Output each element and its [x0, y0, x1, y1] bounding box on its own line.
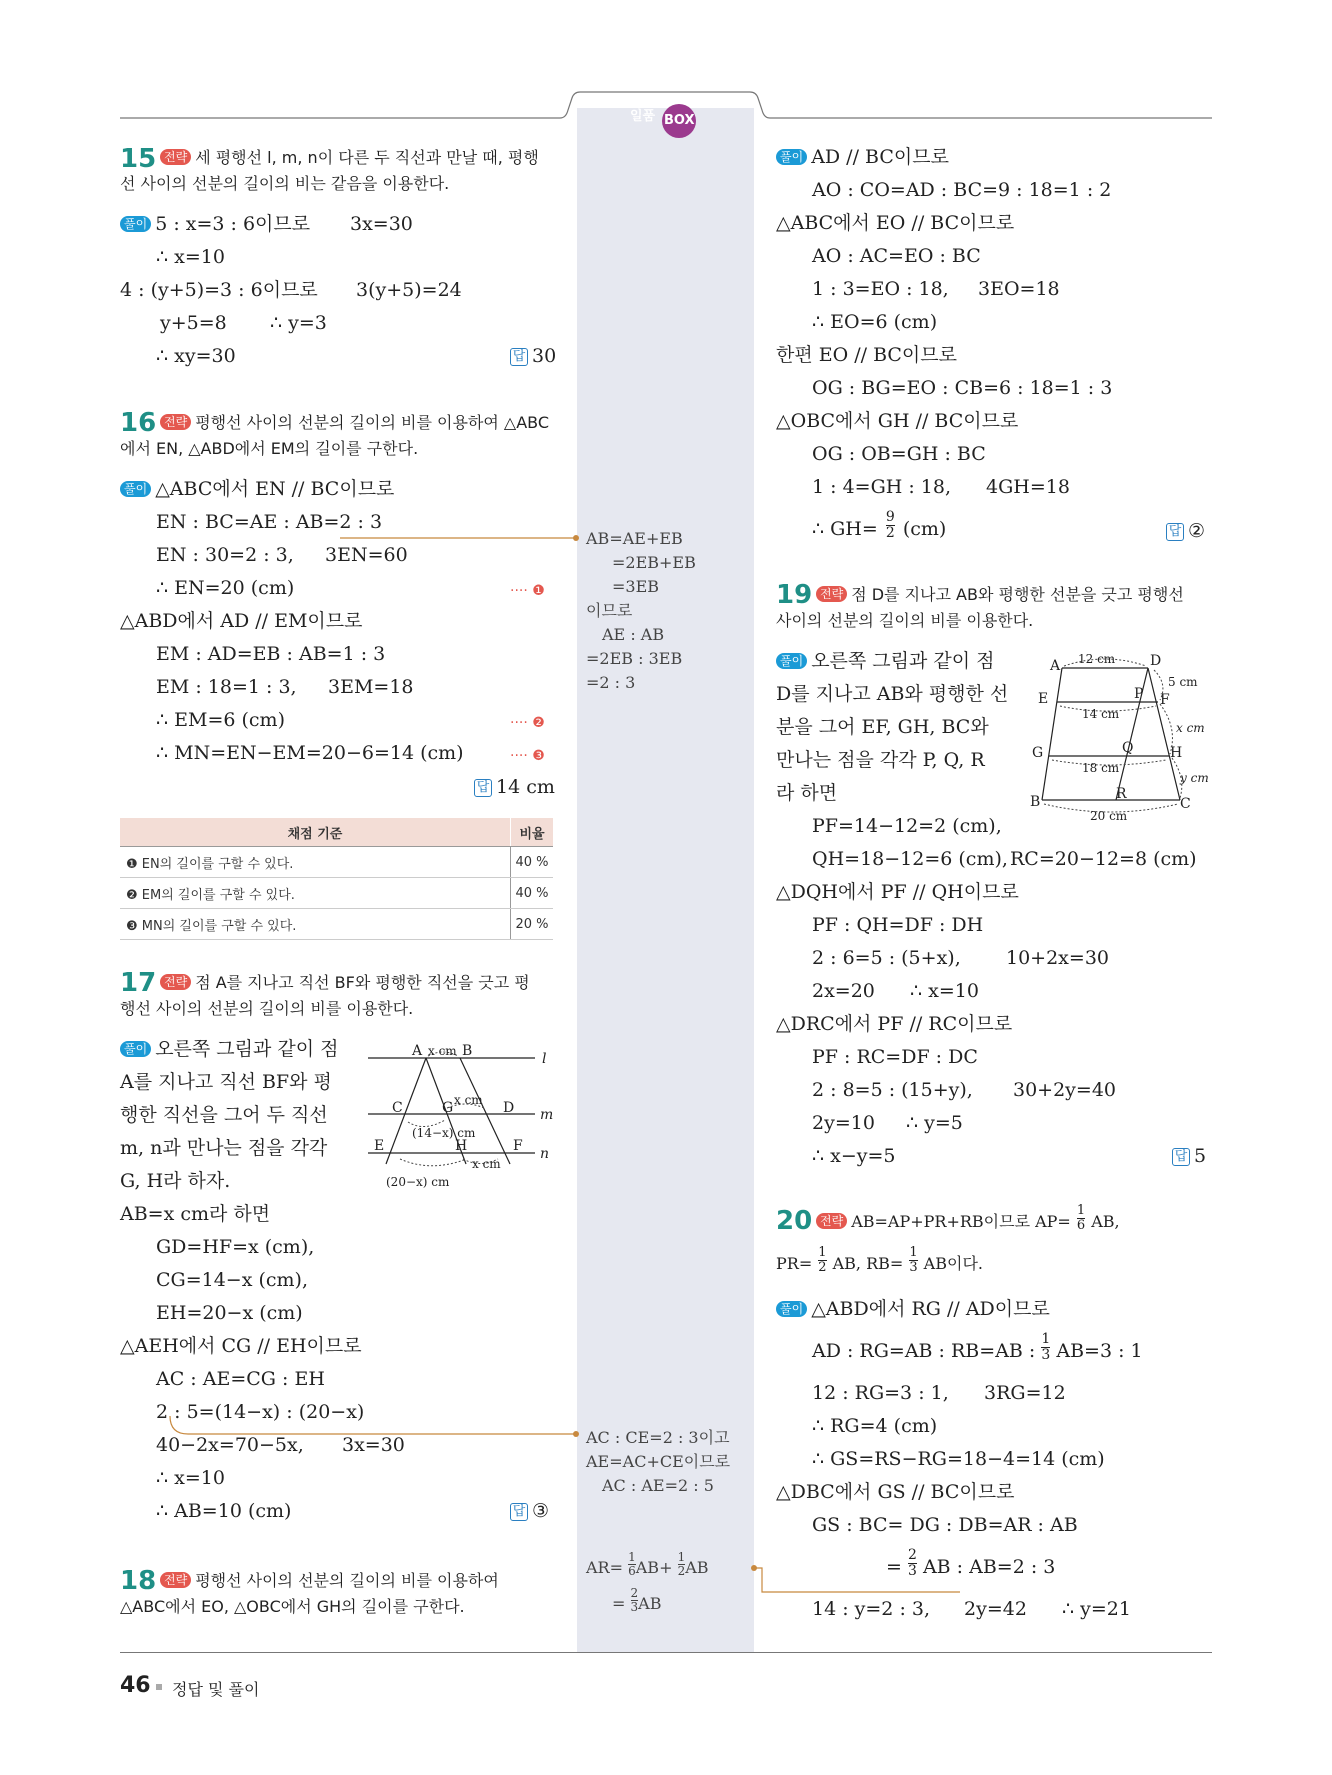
p19-line-6: 2x=20 [812, 980, 875, 1002]
box-badge: BOX [662, 104, 696, 138]
p18-strategy: 전략 평행선 사이의 선분의 길이의 비를 이용하여 [160, 1571, 499, 1591]
p19-figure [1030, 648, 1210, 823]
p15-answer: 답 30 [510, 345, 556, 367]
p16-line-3b: 3EN=60 [325, 544, 408, 566]
p17-line-9: ∴ x=10 [156, 1467, 225, 1489]
p17-text-2: A를 지나고 직선 BF와 평 [120, 1071, 332, 1093]
p16-line-2: EN : BC=AE : AB=2 : 3 [156, 511, 383, 533]
p17-line-5: △AEH에서 CG // EH이므로 [120, 1335, 362, 1357]
p18-line-9: △OBC에서 GH // BC이므로 [776, 410, 1019, 432]
p18-line-6: ∴ EO=6 (cm) [812, 311, 938, 333]
side-note-b3: AC : AE=2 : 5 [602, 1476, 714, 1495]
svg-text:C: C [1180, 796, 1191, 812]
p16-line-3: EN : 30=2 : 3, [156, 544, 294, 566]
side-note-b2: AE=AC+CE이므로 [586, 1452, 731, 1471]
p15-line-3b: 3(y+5)=24 [356, 279, 462, 301]
p16-answer: 답 14 cm [474, 776, 555, 798]
p17-line-7: 2 : 5=(14−x) : (20−x) [156, 1401, 365, 1423]
box-label: $^{일품}$ BOX [630, 104, 696, 138]
p17-line-10: ∴ AB=10 (cm) [156, 1500, 292, 1522]
p19-text-1: 풀이 오른쪽 그림과 같이 점 [776, 650, 995, 672]
p20-line-6: △DBC에서 GS // BC이므로 [776, 1481, 1015, 1503]
p20-strategy: 전략 AB=AP+PR+RB이므로 AP= $\frac{1}{6}$ AB, [816, 1210, 1120, 1233]
page-number: 46 [120, 1673, 151, 1698]
p20-line-8: = $\frac{2}{3}$ AB : AB=2 : 3 [886, 1546, 1056, 1579]
p17-line-6: AC : AE=CG : EH [156, 1368, 325, 1390]
criteria-head-ratio: 비율 [511, 818, 554, 847]
svg-text:l: l [542, 1051, 547, 1067]
p19-text-3: 분을 그어 EF, GH, BC와 [776, 716, 989, 738]
p17-text-4: m, n과 만나는 점을 각각 [120, 1137, 328, 1159]
svg-text:y cm: y cm [1180, 771, 1209, 785]
p15-number: 15 [120, 144, 157, 174]
p17-line-3: CG=14−x (cm), [156, 1269, 309, 1291]
p20-line-1: 풀이 △ABD에서 RG // AD이므로 [776, 1298, 1050, 1320]
p18-line-11: 1 : 4=GH : 18, [812, 476, 952, 498]
p15-line-1b: 3x=30 [350, 213, 413, 235]
p20-line-7: GS : BC= DG : DB=AR : AB [812, 1514, 1078, 1536]
svg-text:14 cm: 14 cm [1082, 707, 1120, 721]
p15-line-5: ∴ xy=30 [156, 345, 236, 367]
svg-text:A: A [1050, 658, 1061, 674]
svg-text:x cm: x cm [428, 1044, 457, 1058]
p17-figure [360, 1040, 560, 1190]
criteria-head: 채점 기준 [120, 818, 511, 847]
footer-title: 정답 및 풀이 [172, 1680, 260, 1699]
p16-line-6: EM : AD=EB : AB=1 : 3 [156, 643, 386, 665]
p19-line-2b: RC=20−12=8 (cm) [1010, 848, 1197, 870]
table-row: ❸ MN의 길이를 구할 수 있다. 20 % [120, 909, 553, 940]
p20-line-2: AD : RG=AB : RB=AB : $\frac{1}{3}$ AB=3 : 1 [812, 1330, 1143, 1363]
svg-text:(14−x) cm: (14−x) cm [412, 1126, 476, 1140]
p19-line-8: PF : RC=DF : DC [812, 1046, 978, 1068]
svg-text:20 cm: 20 cm [1090, 809, 1128, 823]
p16-strategy-2: 에서 EN, △ABD에서 EM의 길이를 구한다. [120, 439, 419, 458]
p20-line-9c: ∴ y=21 [1062, 1598, 1131, 1620]
side-note-b1: AC : CE=2 : 3이고 [586, 1428, 730, 1447]
svg-text:H: H [1170, 745, 1183, 761]
p19-line-5b: 10+2x=30 [1006, 947, 1109, 969]
svg-text:18 cm: 18 cm [1082, 761, 1120, 775]
svg-text:F: F [513, 1138, 523, 1154]
p18-line-3: △ABC에서 EO // BC이므로 [776, 212, 1015, 234]
p18-number: 18 [120, 1566, 157, 1596]
svg-text:B: B [462, 1043, 473, 1059]
table-row: ❶ EN의 길이를 구할 수 있다. 40 % [120, 847, 553, 878]
side-note-a2: =2EB+EB [612, 553, 696, 572]
side-note-c2: = $\frac{2}{3}$ AB [612, 1586, 662, 1614]
p19-line-11: ∴ x−y=5 [812, 1145, 896, 1167]
svg-text:(20−x) cm: (20−x) cm [386, 1175, 450, 1189]
p15-line-4: y+5=8 [160, 312, 227, 334]
p19-number: 19 [776, 580, 813, 610]
svg-text:x cm: x cm [454, 1093, 483, 1107]
p17-line-1: AB=x cm라 하면 [120, 1203, 271, 1225]
svg-text:E: E [1038, 691, 1049, 707]
p18-line-7: 한편 EO // BC이므로 [776, 344, 957, 366]
p20-strategy-2: PR= $\frac{1}{2}$ AB, RB= $\frac{1}{3}$ AB이다. [776, 1244, 983, 1275]
p17-strategy-2: 행선 사이의 선분의 길이의 비를 이용한다. [120, 999, 414, 1018]
footer-rule [120, 1652, 1212, 1653]
p18-line-1: 풀이 AD // BC이므로 [776, 146, 949, 168]
side-note-a3: =3EB [612, 577, 660, 596]
p18-line-2: AO : CO=AD : BC=9 : 18=1 : 2 [812, 179, 1112, 201]
p20-number: 20 [776, 1206, 813, 1236]
p17-text-5: G, H라 하자. [120, 1170, 231, 1192]
p19-line-10: 2y=10 [812, 1112, 875, 1134]
p17-line-8b: 3x=30 [342, 1434, 405, 1456]
p19-line-9b: 30+2y=40 [1013, 1079, 1117, 1101]
svg-text:G: G [442, 1100, 454, 1116]
p20-line-9b: 2y=42 [964, 1598, 1027, 1620]
p16-line-5: △ABD에서 AD // EM이므로 [120, 610, 363, 632]
p18-answer: 답 ② [1166, 520, 1205, 542]
p15-strategy: 전략 세 평행선 l, m, n이 다른 두 직선과 만날 때, 평행 [160, 148, 539, 168]
p16-line-9: ∴ MN=EN−EM=20−6=14 (cm) [156, 742, 464, 764]
p17-number: 17 [120, 968, 157, 998]
p16-line-8: ∴ EM=6 (cm) [156, 709, 285, 731]
p18-line-4: AO : AC=EO : BC [812, 245, 981, 267]
p19-strategy: 전략 점 D를 지나고 AB와 평행한 선분을 긋고 평행선 [816, 585, 1184, 605]
p16-mark-1: ···· ❶ [510, 583, 545, 599]
p19-text-4: 만나는 점을 각각 P, Q, R [776, 749, 985, 771]
side-note-a7: =2 : 3 [586, 673, 636, 692]
p18-line-5b: 3EO=18 [978, 278, 1060, 300]
svg-text:R: R [1116, 786, 1127, 802]
p19-line-1: PF=14−12=2 (cm), [812, 815, 1002, 837]
p18-line-11b: 4GH=18 [986, 476, 1070, 498]
svg-text:x cm: x cm [1176, 721, 1205, 735]
svg-text:H: H [455, 1138, 468, 1154]
side-note-c1: AR= $\frac{1}{6}$ AB+ $\frac{1}{2}$ AB [586, 1550, 709, 1578]
p15-line-3: 4 : (y+5)=3 : 6이므로 [120, 279, 318, 301]
p17-line-2: GD=HF=x (cm), [156, 1236, 315, 1258]
p16-line-1: 풀이 △ABC에서 EN // BC이므로 [120, 478, 394, 500]
p19-answer: 답 5 [1172, 1145, 1206, 1167]
p16-line-4: ∴ EN=20 (cm) [156, 577, 295, 599]
p17-text-1: 풀이 오른쪽 그림과 같이 점 [120, 1038, 339, 1060]
p16-line-7: EM : 18=1 : 3, [156, 676, 297, 698]
p19-line-9: 2 : 8=5 : (15+y), [812, 1079, 973, 1101]
svg-text:D: D [503, 1100, 515, 1116]
p20-line-3b: 3RG=12 [984, 1382, 1066, 1404]
p19-line-10b: ∴ y=5 [906, 1112, 963, 1134]
p19-line-2: QH=18−12=6 (cm), [812, 848, 1008, 870]
p20-line-4: ∴ RG=4 (cm) [812, 1415, 938, 1437]
svg-text:C: C [392, 1100, 403, 1116]
p18-line-8: OG : BG=EO : CB=6 : 18=1 : 3 [812, 377, 1113, 399]
p18-strategy-2: △ABC에서 EO, △OBC에서 GH의 길이를 구한다. [120, 1597, 465, 1616]
footer-bullet [156, 1684, 162, 1690]
svg-text:F: F [1160, 692, 1170, 708]
criteria-table [120, 818, 553, 940]
p17-text-3: 행한 직선을 그어 두 직선 [120, 1104, 328, 1126]
p16-line-7b: 3EM=18 [328, 676, 414, 698]
svg-text:Q: Q [1122, 740, 1134, 756]
side-note-a5: AE : AB [602, 625, 665, 644]
svg-text:x cm: x cm [472, 1157, 501, 1171]
p17-strategy: 전략 점 A를 지나고 직선 BF와 평행한 직선을 긋고 평 [160, 973, 530, 993]
svg-text:12 cm: 12 cm [1078, 652, 1116, 666]
p16-strategy: 전략 평행선 사이의 선분의 길이의 비를 이용하여 △ABC [160, 413, 549, 433]
side-note-a4: 이므로 [586, 601, 633, 620]
svg-text:5 cm: 5 cm [1168, 675, 1198, 689]
svg-text:A: A [412, 1043, 423, 1059]
side-note-a1: AB=AE+EB [586, 529, 683, 548]
p15-line-4b: ∴ y=3 [270, 312, 327, 334]
p20-line-3: 12 : RG=3 : 1, [812, 1382, 949, 1404]
p20-line-5: ∴ GS=RS−RG=18−4=14 (cm) [812, 1448, 1105, 1470]
p15-strategy-2: 선 사이의 선분의 길이의 비는 같음을 이용한다. [120, 174, 450, 193]
p16-mark-3: ···· ❸ [510, 748, 545, 764]
svg-text:G: G [1032, 745, 1044, 761]
p18-line-5: 1 : 3=EO : 18, [812, 278, 949, 300]
p18-line-12: ∴ GH= $\frac{9}{2}$ (cm) [812, 508, 947, 541]
side-box [577, 108, 754, 1652]
p19-line-7: △DRC에서 PF // RC이므로 [776, 1013, 1013, 1035]
svg-text:D: D [1150, 653, 1162, 669]
p17-line-4: EH=20−x (cm) [156, 1302, 303, 1324]
p17-line-8: 40−2x=70−5x, [156, 1434, 304, 1456]
p19-line-3: △DQH에서 PF // QH이므로 [776, 881, 1019, 903]
p16-number: 16 [120, 408, 157, 438]
p15-line-1: 풀이 5 : x=3 : 6이므로 [120, 213, 310, 235]
p19-line-5: 2 : 6=5 : (5+x), [812, 947, 961, 969]
p16-mark-2: ···· ❷ [510, 715, 545, 731]
svg-text:m: m [540, 1107, 554, 1123]
p19-text-2: D를 지나고 AB와 평행한 선 [776, 683, 1009, 705]
svg-text:P: P [1134, 686, 1144, 702]
side-note-a6: =2EB : 3EB [586, 649, 683, 668]
p19-line-6b: ∴ x=10 [910, 980, 979, 1002]
svg-text:n: n [540, 1146, 550, 1162]
p17-answer: 답 ③ [510, 1500, 549, 1522]
p19-line-4: PF : QH=DF : DH [812, 914, 984, 936]
table-row: ❷ EM의 길이를 구할 수 있다. 40 % [120, 878, 553, 909]
p20-line-9: 14 : y=2 : 3, [812, 1598, 931, 1620]
p15-line-2: ∴ x=10 [156, 246, 225, 268]
p18-line-10: OG : OB=GH : BC [812, 443, 986, 465]
p19-text-5: 라 하면 [776, 782, 838, 804]
p19-strategy-2: 사이의 선분의 길이의 비를 이용한다. [776, 611, 1034, 630]
svg-text:E: E [374, 1138, 385, 1154]
svg-text:B: B [1030, 794, 1041, 810]
